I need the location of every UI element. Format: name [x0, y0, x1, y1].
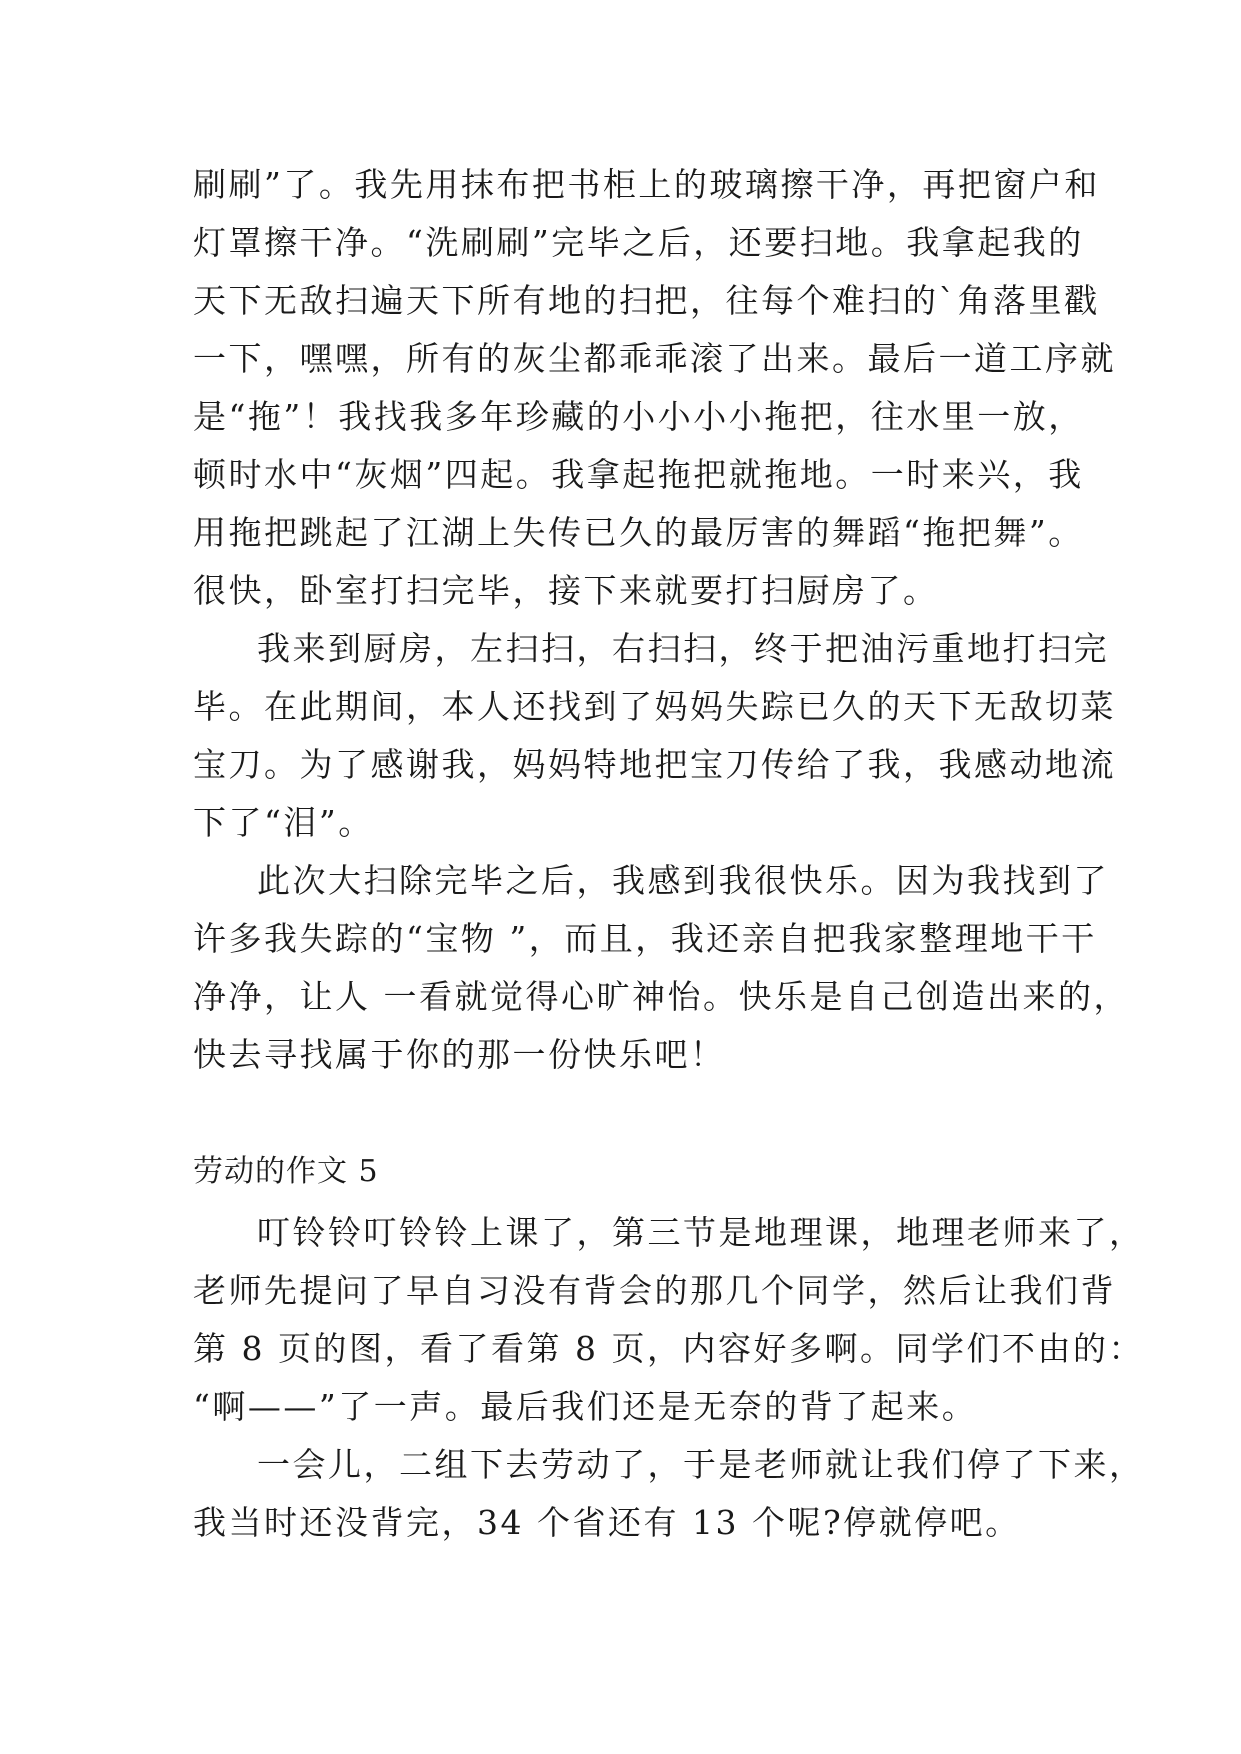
text-line: 一下，嘿嘿，所有的灰尘都乖乖滚了出来。最后一道工序就: [193, 339, 1116, 378]
text-line: 是“拖”！我找我多年珍藏的小小小小拖把，往水里一放，: [193, 397, 1084, 436]
text-line: 刷刷”了。我先用抹布把书柜上的玻璃擦干净，再把窗户和: [193, 165, 1100, 204]
text-line: 我来到厨房，左扫扫，右扫扫，终于把油污重地打扫完: [257, 629, 1109, 668]
text-line: 我当时还没背完，34 个省还有 13 个呢?停就停吧。: [193, 1503, 1021, 1542]
section-heading: 劳动的作文 5: [193, 1154, 379, 1189]
text-line: 净净，让人 一看就觉得心旷神怡。快乐是自己创造出来的，: [193, 977, 1129, 1016]
text-line: “啊——”了一声。最后我们还是无奈的背了起来。: [193, 1387, 978, 1426]
text-line: 此次大扫除完毕之后，我感到我很快乐。因为我找到了: [257, 861, 1109, 900]
text-line: 许多我失踪的“宝物 ”，而且，我还亲自把我家整理地干干: [193, 919, 1097, 958]
text-line: 很快，卧室打扫完毕，接下来就要打扫厨房了。: [193, 571, 939, 610]
text-line: 天下无敌扫遍天下所有地的扫把，往每个难扫的`角落里戳: [193, 281, 1100, 320]
text-line: 叮铃铃叮铃铃上课了，第三节是地理课，地理老师来了，: [257, 1213, 1145, 1252]
text-line: 快去寻找属于你的那一份快乐吧！: [193, 1035, 726, 1074]
text-line: 宝刀。为了感谢我，妈妈特地把宝刀传给了我，我感动地流: [193, 745, 1116, 784]
text-line: 下了“泪”。: [193, 803, 374, 842]
text-line: 用拖把跳起了江湖上失传已久的最厉害的舞蹈“拖把舞”。: [193, 513, 1084, 552]
text-line: 灯罩擦干净。“洗刷刷”完毕之后，还要扫地。我拿起我的: [193, 223, 1084, 262]
text-line: 顿时水中“灰烟”四起。我拿起拖把就拖地。一时来兴，我: [193, 455, 1084, 494]
text-line: 一会儿，二组下去劳动了，于是老师就让我们停了下来，: [257, 1445, 1145, 1484]
text-line: 毕。在此期间，本人还找到了妈妈失踪已久的天下无敌切菜: [193, 687, 1116, 726]
text-line: 第 8 页的图，看了看第 8 页，内容好多啊。同学们不由的：: [193, 1329, 1144, 1368]
text-line: 老师先提问了早自习没有背会的那几个同学，然后让我们背: [193, 1271, 1116, 1310]
